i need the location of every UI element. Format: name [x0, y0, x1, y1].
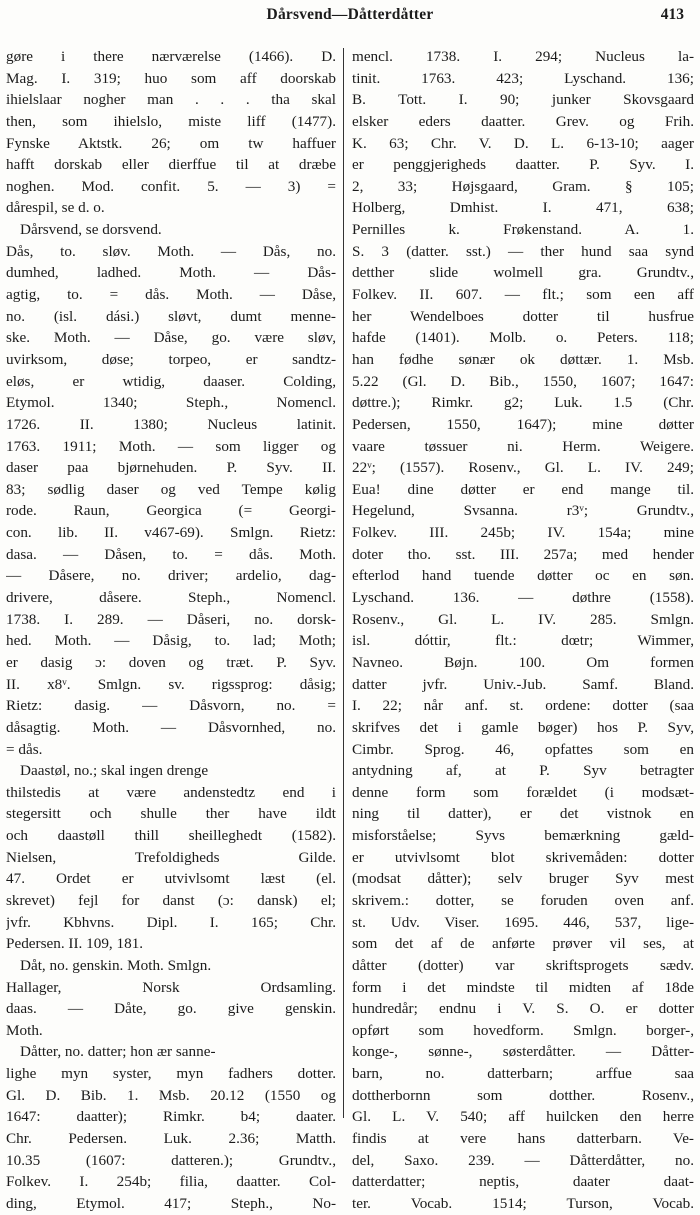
text-line: doter tho. sst. III. 257a; med hender — [352, 545, 694, 563]
text-line: isl. dóttir, flt.: dœtr; Wimmer, — [352, 632, 694, 650]
text-line: denne form som forældet (i modsæt- — [352, 783, 694, 801]
text-line: och daastøll thill sheilleghedt (1582). — [6, 827, 336, 845]
text-line: daser paa bjørnehuden. P. Syv. II. — [6, 459, 336, 477]
text-line: 10.35 (1607: datteren.); Grundtv., — [6, 1151, 336, 1169]
text-line: Folkev. II. 607. — flt.; som een aff — [352, 286, 694, 304]
text-line: datterdatter; neptis, daater daat- — [352, 1173, 694, 1191]
text-line: — Dåsere, no. driver; ardelio, dag- — [6, 567, 336, 585]
text-line: ihielslaar nogher man . . . tha skal — [6, 91, 336, 109]
text-line: K. 63; Chr. V. D. L. 6-13-10; aager — [352, 134, 694, 152]
text-line: hed. Moth. — Dåsig, to. lad; Moth; — [6, 632, 336, 650]
text-line: misforståelse; Syvs bemærkning gæld- — [352, 827, 694, 845]
text-line: som det af de anførte prøver vil ses, at — [352, 935, 694, 953]
text-line: Etymol. 1340; Steph., Nomencl. — [6, 394, 336, 412]
page-header — [0, 6, 700, 30]
text-line: 1738. I. 289. — Dåseri, no. dorsk- — [6, 610, 336, 628]
text-line: 1763. 1911; Moth. — som ligger og — [6, 437, 336, 455]
text-line: elsker eders daatter. Grev. og Frih. — [352, 112, 694, 130]
text-line: II. x8ᵛ. Smlgn. sv. rigssprog: dåsig; — [6, 675, 336, 693]
text-line: Pernilles k. Frøkenstand. A. 1. — [352, 221, 694, 239]
text-line: konge-, sønne-, søsterdåtter. — Dåtter- — [352, 1043, 694, 1061]
text-line: st. Udv. Viser. 1695. 446, 537, lige- — [352, 913, 694, 931]
text-line: 5.22 (Gl. D. Bib., 1550, 1607; 1647: — [352, 372, 694, 390]
text-line: I. 22; når anf. st. ordene: dotter (saa — [352, 697, 694, 715]
text-line: dasa. — Dåsen, to. = dås. Moth. — [6, 545, 336, 563]
text-line: Chr. Pedersen. Luk. 2.36; Matth. — [6, 1130, 336, 1148]
text-line: rode. Raun, Georgica (= Georgi- — [6, 502, 336, 520]
page-number: 413 — [660, 6, 684, 23]
text-line: ske. Moth. — Dåse, go. være sløv, — [6, 329, 336, 347]
text-line: B. Tott. I. 90; junker Skovsgaard — [352, 91, 694, 109]
text-line: Gl. D. Bib. 1. Msb. 20.12 (1550 og — [6, 1086, 336, 1104]
text-line: Hegelund, Svsanna. r3ᵛ; Grundtv., — [352, 502, 694, 520]
text-line: vaare tøssuer ni. Herm. Weigere. — [352, 437, 694, 455]
right-column — [352, 46, 694, 1215]
text-line: Dåt, no. genskin. Moth. Smlgn. — [20, 956, 212, 974]
text-line: agtig, to. = dås. Moth. — Dåse, — [6, 286, 336, 304]
text-line: (modsat dåtter); selv bruger Syv mest — [352, 870, 694, 888]
text-line: Gl. L. V. 540; aff huilcken den herre — [352, 1108, 694, 1126]
text-line: dåsagtig. Moth. — Dåsvornhed, no. — [6, 718, 336, 736]
text-line: uvirksom, døse; torpeo, er sandtz- — [6, 350, 336, 368]
text-line: 47. Ordet er utvivlsomt læst (el. — [6, 870, 336, 888]
text-line: Folkev. III. 245b; IV. 154a; mine — [352, 524, 694, 542]
text-line: form i det mindste til midten af 18de — [352, 978, 694, 996]
text-line: no. (isl. dási.) sløvt, dumt menne- — [6, 307, 336, 325]
text-line: Pedersen, 1550, 1647); mine døtter — [352, 415, 694, 433]
text-line: efterlod hand tuende døtter oc en søn. — [352, 567, 694, 585]
text-line: tinit. 1763. 423; Lyschand. 136; — [352, 69, 694, 87]
left-column — [6, 46, 336, 1215]
text-line: noghen. Mod. confit. 5. — 3) = — [6, 177, 336, 195]
text-line: Dåtter, no. datter; hon ær sanne- — [20, 1043, 216, 1061]
text-line: han fødhe sønær ok døttær. 1. Msb. — [352, 350, 694, 368]
text-line: lighe myn syster, myn fadhers dotter. — [6, 1065, 336, 1083]
text-line: hundredår; endnu i V. S. O. er dotter — [352, 1000, 694, 1018]
text-line: Navneo. Bøjn. 100. Om formen — [352, 653, 694, 671]
text-line: Dårsvend, se dorsvend. — [20, 221, 162, 239]
text-line: skrivem.: dotter, se foruden oven anf. — [352, 891, 694, 909]
text-line: 1726. II. 1380; Nucleus latinit. — [6, 415, 336, 433]
text-line: 22ᵛ; (1557). Rosenv., Gl. L. IV. 249; — [352, 459, 694, 477]
text-line: er utvivlsomt blot skrivemåden: dotter — [352, 848, 694, 866]
text-line: barn, no. datterbarn; arffue saa — [352, 1065, 694, 1083]
text-line: dårespil, se d. o. — [6, 199, 105, 217]
text-line: hafde (1401). Molb. o. Peters. 118; — [352, 329, 694, 347]
text-line: dottherbornn som dotther. Rosenv., — [352, 1086, 694, 1104]
text-line: datter jvfr. Univ.-Jub. Samf. Bland. — [352, 675, 694, 693]
text-line: del, Saxo. 239. — Dåtterdåtter, no. — [352, 1151, 694, 1169]
text-line: Rosenv., Gl. L. IV. 285. Smlgn. — [352, 610, 694, 628]
text-line: antydning af, at P. Syv betragter — [352, 762, 694, 780]
text-line: Cimbr. Sprog. 46, opfattes som en — [352, 740, 694, 758]
text-line: ding, Etymol. 417; Steph., No- — [6, 1194, 336, 1212]
text-line: Holberg, Dmhist. I. 471, 638; — [352, 199, 694, 217]
text-line: Fynske Aktstk. 26; om tw haffuer — [6, 134, 336, 152]
text-line: Nielsen, Trefoldigheds Gilde. — [6, 848, 336, 866]
text-line: eløs, er wtidig, daaser. Colding, — [6, 372, 336, 390]
text-line: drivere, dåsere. Steph., Nomencl. — [6, 589, 336, 607]
text-line: then, som ihielslo, miste liff (1477). — [6, 112, 336, 130]
text-line: Dås, to. sløv. Moth. — Dås, no. — [6, 242, 336, 260]
text-line: con. lib. II. v467-69). Smlgn. Rietz: — [6, 524, 336, 542]
text-line: Mag. I. 319; huo som aff doorskab — [6, 69, 336, 87]
text-line: jvfr. Kbhvns. Dipl. I. 165; Chr. — [6, 913, 336, 931]
text-line: findis at vere hans datterbarn. Ve- — [352, 1130, 694, 1148]
text-line: 83; sødlig daser og ved Tempe kølig — [6, 480, 336, 498]
text-line: Rietz: dasig. — Dåsvorn, no. = — [6, 697, 336, 715]
text-line: Lyschand. 136. — døthre (1558). — [352, 589, 694, 607]
text-line: skrifves det i gamle bøger) hos P. Syv, — [352, 718, 694, 736]
text-line: S. 3 (datter. sst.) — ther hund saa synd — [352, 242, 694, 260]
text-line: Eua! dine døtter er end mange til. — [352, 480, 694, 498]
text-line: ter. Vocab. 1514; Turson, Vocab. — [352, 1194, 694, 1212]
text-line: hafft dorskab eller dierffue til at dræbe — [6, 156, 336, 174]
text-line: 1647: daatter); Rimkr. b4; daater. — [6, 1108, 336, 1126]
text-line: dumhed, ladhed. Moth. — Dås- — [6, 264, 336, 282]
column-divider — [343, 48, 344, 1118]
text-line: Moth. — [6, 1021, 43, 1039]
text-line: gøre i there nærværelse (1466). D. — [6, 48, 336, 65]
text-line: detther slide wolmell gra. Grundtv., — [352, 264, 694, 282]
text-line: stegersitt och shulle ther have ildt — [6, 805, 336, 823]
text-line: dåtter (dotter) var skriftsprogets sædv. — [352, 956, 694, 974]
text-line: er penggjerigheds daatter. P. Syv. I. — [352, 156, 694, 174]
text-line: ning til datter), er det vistnok en — [352, 805, 694, 823]
text-line: daas. — Dåte, go. give genskin. — [6, 1000, 336, 1018]
text-line: skrevet) fejl for danst (ɔ: dansk) el; — [6, 891, 336, 909]
text-line: Hallager, Norsk Ordsamling. — [6, 978, 336, 996]
text-line: Daastøl, no.; skal ingen drenge — [20, 762, 209, 780]
text-line: mencl. 1738. I. 294; Nucleus la- — [352, 48, 694, 65]
text-line: = dås. — [6, 740, 43, 758]
text-line: døttre.); Rimkr. g2; Luk. 1.5 (Chr. — [352, 394, 694, 412]
text-line: Folkev. I. 254b; filia, daatter. Col- — [6, 1173, 336, 1191]
text-line: Pedersen. II. 109, 181. — [6, 935, 144, 953]
text-line: opført som hovedform. Smlgn. borger-, — [352, 1021, 694, 1039]
running-title: Dårsvend—Dåtterdåtter — [266, 6, 434, 23]
text-line: er dasig ɔ: doven og træt. P. Syv. — [6, 653, 336, 671]
text-line: 2, 33; Højsgaard, Gram. § 105; — [352, 177, 694, 195]
text-line: her Wendelboes dotter til husfrue — [352, 307, 694, 325]
text-line: thilstedis at være andenstedtz end i — [6, 783, 336, 801]
